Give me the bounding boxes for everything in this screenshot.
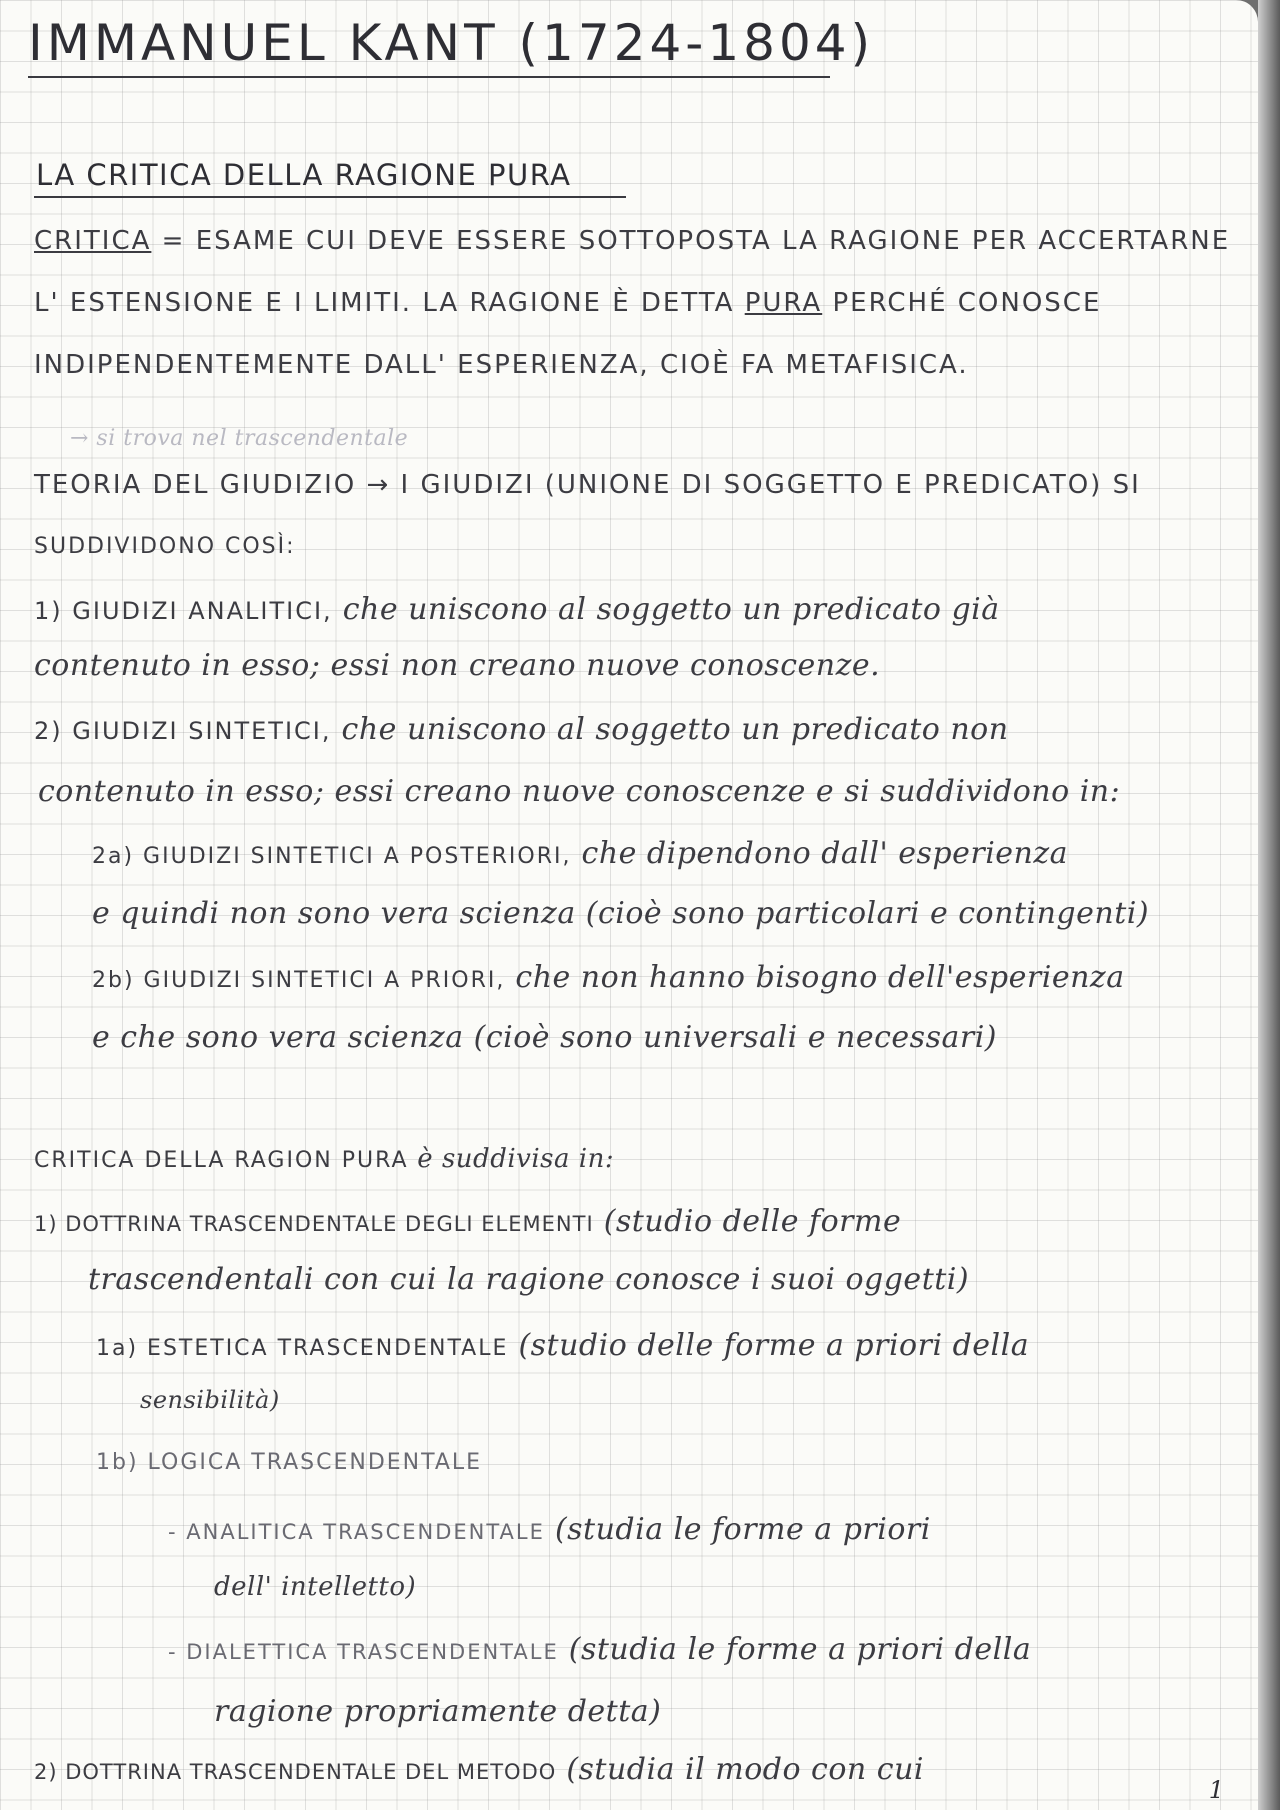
intro-line-1-text: = ESAME CUI DEVE ESSERE SOTTOPOSTA LA RAGIONE PER ACCERTARNE	[151, 226, 1231, 256]
judgement-item-2-cont: contenuto in esso; essi creano nuove conoscenze e si suddividono in:	[38, 774, 1121, 809]
doctrine-2-text: (studia il modo con cui	[556, 1752, 924, 1787]
doctrine-1	[34, 1204, 901, 1239]
intro-line-2-tail: PERCHÉ CONOSCE	[822, 288, 1102, 318]
faint-erased-note: → si trova nel trascendentale	[70, 426, 409, 451]
heading-underline	[34, 196, 626, 198]
doctrine-2	[34, 1752, 924, 1787]
doctrine-1a	[96, 1328, 1029, 1363]
doctrine-1b: 1b) LOGICA TRASCENDENTALE	[96, 1450, 483, 1475]
doctrine-1-cont: trascendentali con cui la ragione conosce i suoi oggetti)	[88, 1262, 970, 1297]
dialectic-label: - DIALETTICA TRASCENDENTALE	[168, 1640, 559, 1664]
structure-intro-label: CRITICA DELLA RAGION PURA	[34, 1148, 409, 1173]
judgement-item-2b-text: che non hanno bisogno dell'esperienza	[505, 960, 1125, 995]
pura-keyword: PURA	[744, 288, 823, 318]
judgement-item-1-text: che uniscono al soggetto un predicato già	[332, 592, 1000, 627]
doctrine-1a-text: (studio delle forme a priori della	[508, 1328, 1030, 1363]
doctrine-1a-cont: sensibilità)	[140, 1386, 280, 1414]
analytic-label: - ANALITICA TRASCENDENTALE	[168, 1520, 545, 1544]
judgement-item-2a-cont: e quindi non sono vera scienza (cioè sono particolari e contingenti)	[92, 896, 1150, 931]
judgement-item-2a-label: 2a) GIUDIZI SINTETICI A POSTERIORI,	[92, 844, 572, 869]
judgement-item-2-label: 2) GIUDIZI SINTETICI,	[34, 717, 332, 745]
analytic-cont: dell' intelletto)	[214, 1572, 417, 1602]
dialectic-text: (studia le forme a priori della	[558, 1632, 1032, 1667]
section-heading: LA CRITICA DELLA RAGIONE PURA	[36, 158, 572, 192]
critica-keyword: CRITICA	[34, 226, 152, 256]
judgement-item-2	[34, 712, 1009, 747]
title-underline	[28, 76, 830, 78]
intro-line-2-text: L' ESTENSIONE E I LIMITI. LA RAGIONE È DETTA	[34, 288, 745, 318]
dialectic-cont: ragione propriamente detta)	[214, 1694, 662, 1729]
doctrine-1-text: (studio delle forme	[593, 1204, 902, 1239]
analytic-text: (studia le forme a priori	[544, 1512, 931, 1547]
doctrine-1-label: 1) DOTTRINA TRASCENDENTALE DEGLI ELEMENTI	[34, 1212, 594, 1236]
judgement-item-2b-cont: e che sono vera scienza (cioè sono universali e necessari)	[92, 1020, 997, 1055]
analytic-item	[168, 1512, 931, 1547]
intro-line-2	[34, 288, 1101, 318]
judgement-item-1-label: 1) GIUDIZI ANALITICI,	[34, 597, 333, 625]
doctrine-1a-label: 1a) ESTETICA TRASCENDENTALE	[96, 1336, 509, 1361]
theory-line-1: TEORIA DEL GIUDIZIO → I GIUDIZI (UNIONE DI SOGGETTO E PREDICATO) SI	[34, 470, 1141, 500]
page-edge-shadow	[1258, 0, 1280, 1810]
page-title: IMMANUEL KANT (1724-1804)	[28, 14, 875, 72]
structure-intro-text: è suddivisa in:	[408, 1144, 615, 1174]
intro-line-1	[34, 226, 1230, 256]
judgement-item-2b-label: 2b) GIUDIZI SINTETICI A PRIORI,	[92, 968, 506, 993]
doctrine-2-label: 2) DOTTRINA TRASCENDENTALE DEL METODO	[34, 1760, 557, 1784]
judgement-item-2a	[92, 836, 1068, 871]
judgement-item-2-text: che uniscono al soggetto un predicato non	[331, 712, 1009, 747]
theory-line-2: SUDDIVIDONO COSÌ:	[34, 534, 296, 559]
judgement-item-1	[34, 592, 1000, 627]
dialectic-item	[168, 1632, 1031, 1667]
structure-intro	[34, 1144, 614, 1174]
judgement-item-2b	[92, 960, 1125, 995]
page-number: 1	[1208, 1776, 1224, 1804]
judgement-item-2a-text: che dipendono dall' esperienza	[571, 836, 1069, 871]
judgement-item-1-cont: contenuto in esso; essi non creano nuove conoscenze.	[34, 648, 881, 683]
intro-line-3: INDIPENDENTEMENTE DALL' ESPERIENZA, CIOÈ FA METAFISICA.	[34, 350, 969, 380]
